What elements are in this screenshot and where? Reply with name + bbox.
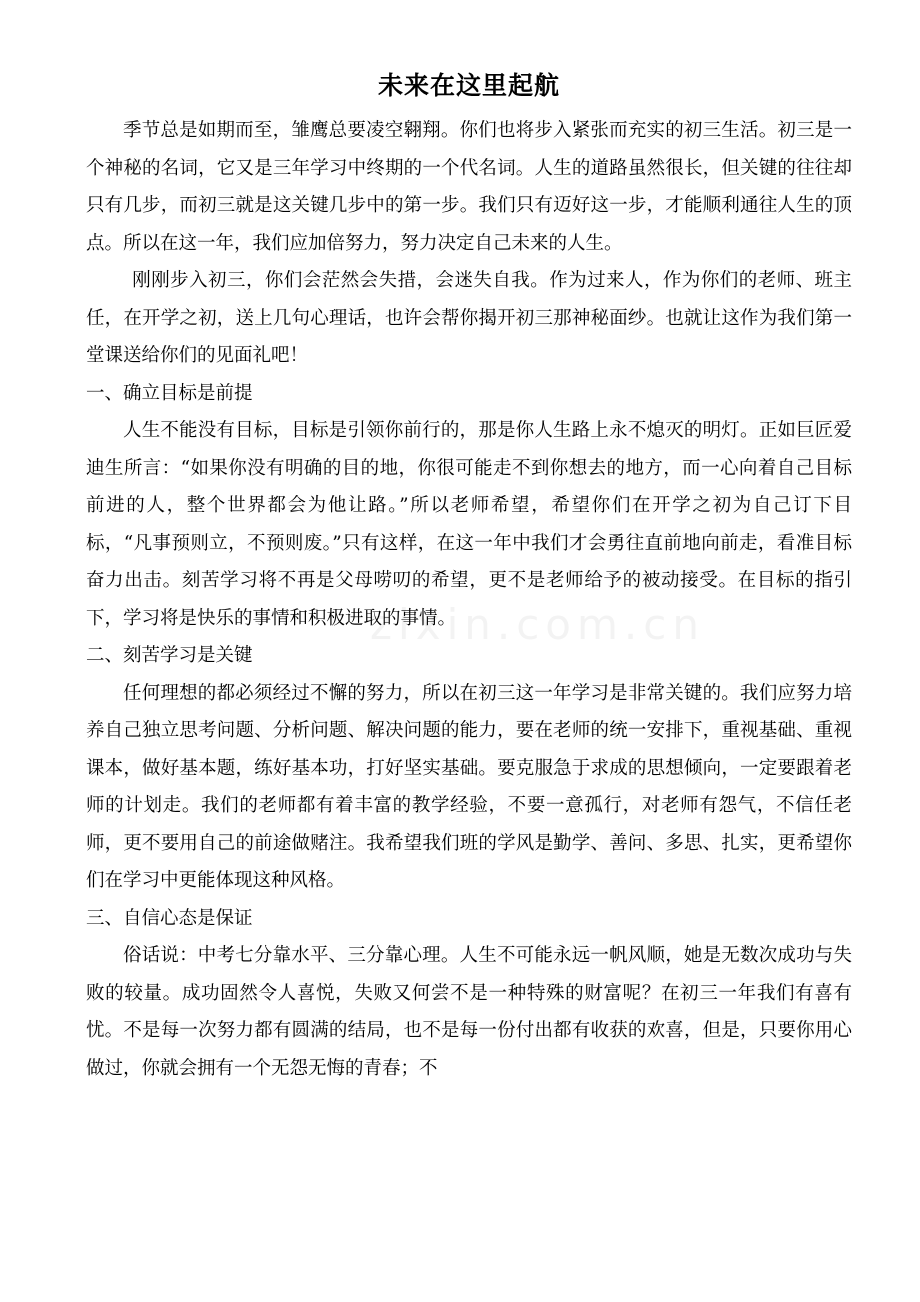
section-heading-confidence: 三、自信心态是保证 <box>86 907 253 929</box>
section-body-study: 任何理想的都必须经过不懈的努力，所以在初三这一年学习是非常关键的。我们应努力培养自己独立思考问题、分析问题、解决问题的能力，要在老师的统一安排下，重视基础、重视课本，做好基本题，练好基本功，打好坚实基础。要克服急于求成的思想倾向，一定要跟着老师的计划走。我们的老师都有着丰富的教学经验，不要一意孤行，对老师有怨气，不信任老师，更不要用自己的前途做赌注。我希望我们班的学风是勤学、善问、多思、扎实，更希望你们在学习中更能体现这种风格。 <box>86 682 852 891</box>
intro-paragraph-2: 刚刚步入初三，你们会茫然会失措，会迷失自我。作为过来人，作为你们的老师、班主任，在开学之初，送上几句心理话，也许会帮你揭开初三那神秘面纱。也就让这作为我们第一堂课送给你们的见面礼吧！ <box>86 270 852 366</box>
document-title: 未来在这里起航 <box>377 71 560 100</box>
section-heading-goal: 一、确立目标是前提 <box>86 382 253 404</box>
intro-paragraph-1: 季节总是如期而至，雏鹰总要凌空翱翔。你们也将步入紧张而充实的初三生活。初三是一个神秘的名词，它又是三年学习中终期的一个代名词。人生的道路虽然很长，但关键的往往却只有几步，而初三就是这关键几步中的第一步。我们只有迈好这一步，才能顺利通往人生的顶点。所以在这一年，我们应加倍努力，努力决定自己未来的人生。 <box>86 120 852 254</box>
section-body-confidence: 俗话说：中考七分靠水平、三分靠心理。人生不可能永远一帆风顺，她是无数次成功与失败的较量。成功固然令人喜悦，失败又何尝不是一种特殊的财富呢？在初三一年我们有喜有忧。不是每一次努力都有圆满的结局，也不是每一份付出都有收获的欢喜，但是，只要你用心做过，你就会拥有一个无怨无悔的青春；不 <box>86 945 852 1079</box>
watermark: zixin.com.cn <box>370 600 705 649</box>
section-body-goal: 人生不能没有目标，目标是引领你前行的，那是你人生路上永不熄灭的明灯。正如巨匠爱迪生所言：“如果你没有明确的目的地，你很可能走不到你想去的地方，而一心向着自己目标前进的人，整个世界都会为他让路。”所以老师希望，希望你们在开学之初为自己订下目标，“凡事预则立，不预则废。”只有这样，在这一年中我们才会勇往直前地向前走，看准目标奋力出击。刻苦学习将不再是父母唠叨的希望，更不是老师给予的被动接受。在目标的指引下，学习将是快乐的事情和积极进取的事情。 <box>86 420 852 629</box>
document-page <box>86 60 852 1087</box>
section-heading-study: 二、刻苦学习是关键 <box>86 645 253 666</box>
